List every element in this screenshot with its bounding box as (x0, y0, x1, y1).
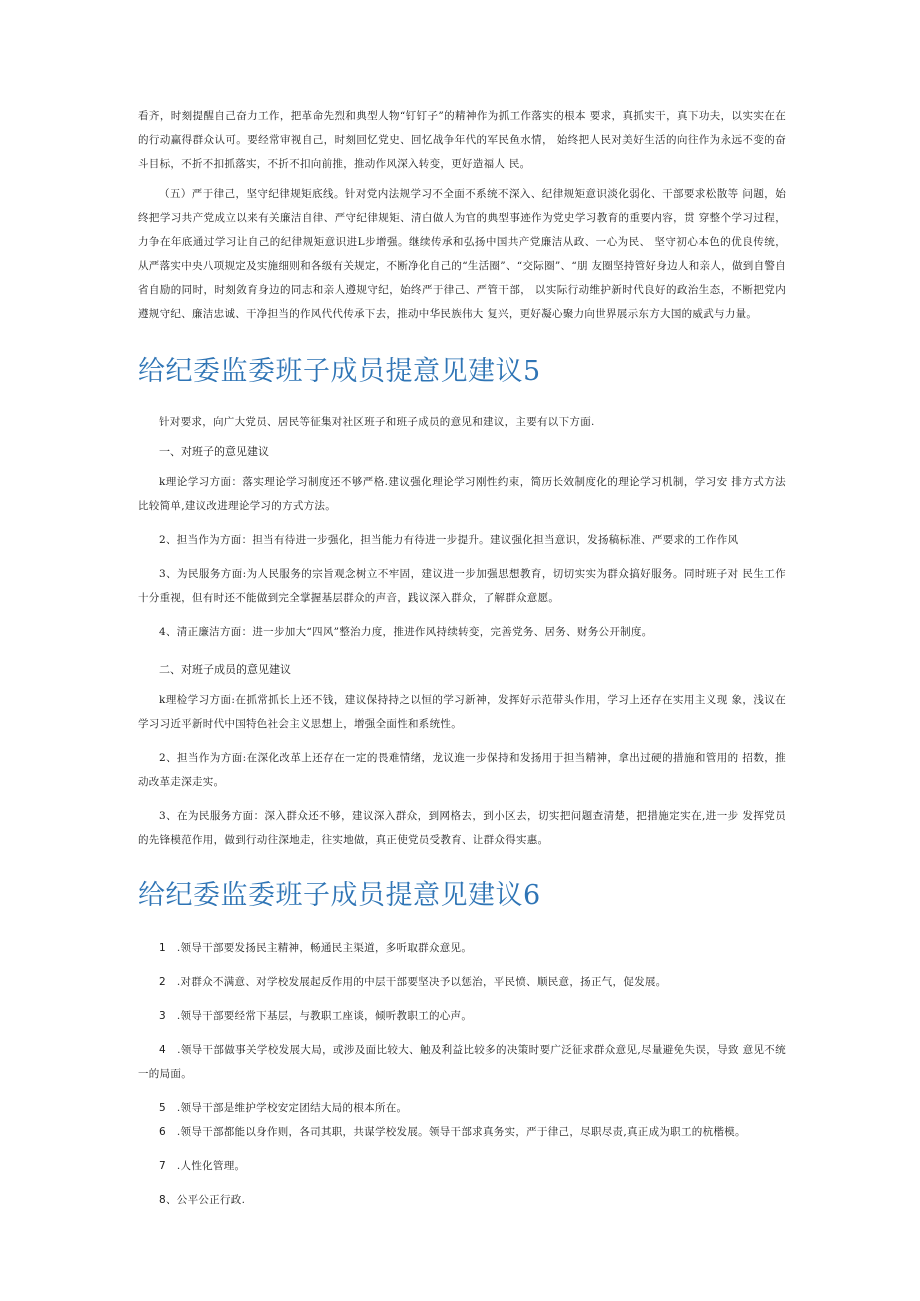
item-text: .领导干部都能以身作则，各司其职，共谋学校发展。领导干部求真务实，严于律己，尽职尽责,真正成为职工的杭楷模。 (176, 1126, 746, 1138)
item-number: 6 (159, 1126, 166, 1138)
numbered-item (138, 936, 786, 960)
numbered-item (138, 1188, 786, 1212)
list-item: 2、担当作为方面：担当有待进一步强化，担当能力有待进一步提升。建议强化担当意识，发扬稿标准、严要求的工作作风 (159, 534, 739, 546)
list-item: 4、清正廉洁方面：进一步加大“四风”整治力度，推进作风持续转变，完善党务、居务、财务公开制度。 (159, 626, 653, 638)
section-intro: 针对要求，向广大党员、居民等征集对社区班子和班子成员的意见和建议，主要有以下方面. (159, 416, 595, 428)
item-number: 4 (159, 1044, 166, 1056)
numbered-item (138, 1120, 786, 1144)
item-text: .领导干部做事关学校发展大局，或涉及面比较大、触及利益比较多的决策时要广泛征求群众意见,尽量避免失误，导致 意见不统一的局面。 (138, 1044, 786, 1080)
item-text: .领导干部要发扬民主精神，畅通民主渠道，多听取群众意见。 (176, 942, 473, 954)
item-number: 1 (159, 942, 166, 954)
list-item: 2、担当作为方面:在深化改革上还存在一定的畏难情绪，龙议進一步保持和发扬用于担当精神，拿出过硬的措施和管用的 招数，推动改革走深走实。 (138, 752, 786, 788)
list-item: 3、为民服务方面:为人民服务的宗旨观念树立不牢固，建议进一步加强思想教育，切切实实为群众搞好服务。同时班子对 民生工作十分重视，但有时还不能做到完全掌握基层群众的声音，践议深入群众，了解群众意愿。 (138, 568, 786, 604)
document-content (138, 104, 786, 1212)
item-number: 3 (159, 1010, 166, 1022)
list-item: 3、在为民服务方面：深入群众还不够，建议深入群众，到网格去，到小区去，切实把问题查清楚，把措施定实在,进一步 发挥党员的先锋模范作用，做到行动往深地走，往实地做，真正使党员受教育、让群众得实惠。 (138, 810, 786, 846)
item-number: 7 (159, 1160, 166, 1172)
paragraph: 看齐，时刻提醒自己奋力工作，把革命先烈和典型人物“钉钉子”的精神作为抓工作落实的根本 要求，真抓实干，真下功夫，以实实在在的行动赢得群众认可。要经常审视自己，时刻回忆党史、回忆战争年代的军民鱼水情， 始终把人民对美好生活的向往作为永远不变的奋斗目标，不折不扣抓落实，不折不扣向前推，推动作风深入转变，更好造福人 民。 (138, 110, 786, 170)
numbered-item (138, 1004, 786, 1028)
subheading-team: 一、对班子的意见建议 (159, 445, 269, 458)
list-item: k理论学习方面：落实理论学习制度还不够严格.建议强化理论学习刚性约束，简历长效制度化的理论学习机制，学习安 排方式方法比较简单,建议改进理论学习的方式方法。 (138, 476, 786, 512)
section-heading-5: 给纪委监委班子成员提意见建议5 (138, 356, 541, 387)
numbered-item (138, 1038, 786, 1086)
item-number: 2 (159, 976, 166, 988)
item-text: .领导干部要经常下基层，与教职工座谈，倾听教职工的心声。 (176, 1010, 473, 1022)
numbered-item (138, 1096, 786, 1120)
numbered-item (138, 1154, 786, 1178)
item-number: 8 (159, 1194, 166, 1206)
item-text: .对群众不满意、对学校发展起反作用的中层干部要坚决予以惩治，平民愤、顺民意，扬正气，促发展。 (176, 976, 667, 988)
item-number: 5 (159, 1102, 166, 1114)
section-heading-6: 给纪委监委班子成员提意见建议6 (138, 880, 541, 911)
subheading-members: 二、对班子成员的意见建议 (159, 663, 291, 676)
item-text: .领导干部是维护学校安定团结大局的根本所在。 (176, 1102, 408, 1114)
list-item: k理检学习方面:在抓常抓长上还不钱，建议保持持之以恒的学习新神，发挥好示范带头作用，学习上还存在实用主义现 象，浅议在学习习近平新时代中国特色社会主义思想上，增强全面性和系统性。 (138, 694, 786, 730)
numbered-item (138, 970, 786, 994)
paragraph: （五）严于律己，坚守纪律规矩底线。针对党内法规学习不全面不系统不深入、纪律规矩意识淡化弱化、干部要求松散等 问题，始终把学习共产党成立以来有关廉洁自律、严守纪律规矩、清白做人为官的典型事迹作为党史学习教育的重要内容，贯 穿整个学习过程，力争在年底通过学习让自己的纪律规矩意识进L步增强。继续传承和弘扬中国共产党廉洁从政、一心为民、 坚守初心本色的优良传统，从严落实中央八项规定及实施细则和各级有关规定，不断净化自己的“生活圈”、“交际圈”、“朋 友圈坚持管好身边人和亲人，做到自警自省自励的同时，时刻敛育身边的同志和亲人遵规守纪，始终严于律己、严管干部， 以实际行动维护新时代良好的政治生态，不断把党内遵规守纪、廉洁忠诚、干净担当的作风代代传承下去，推动中华民族伟大 复兴，更好凝心聚力向世界展示东方大国的威武与力量。 (138, 188, 786, 320)
item-text: 、公平公正行政. (165, 1194, 246, 1206)
item-text: .人性化管理。 (176, 1160, 246, 1172)
